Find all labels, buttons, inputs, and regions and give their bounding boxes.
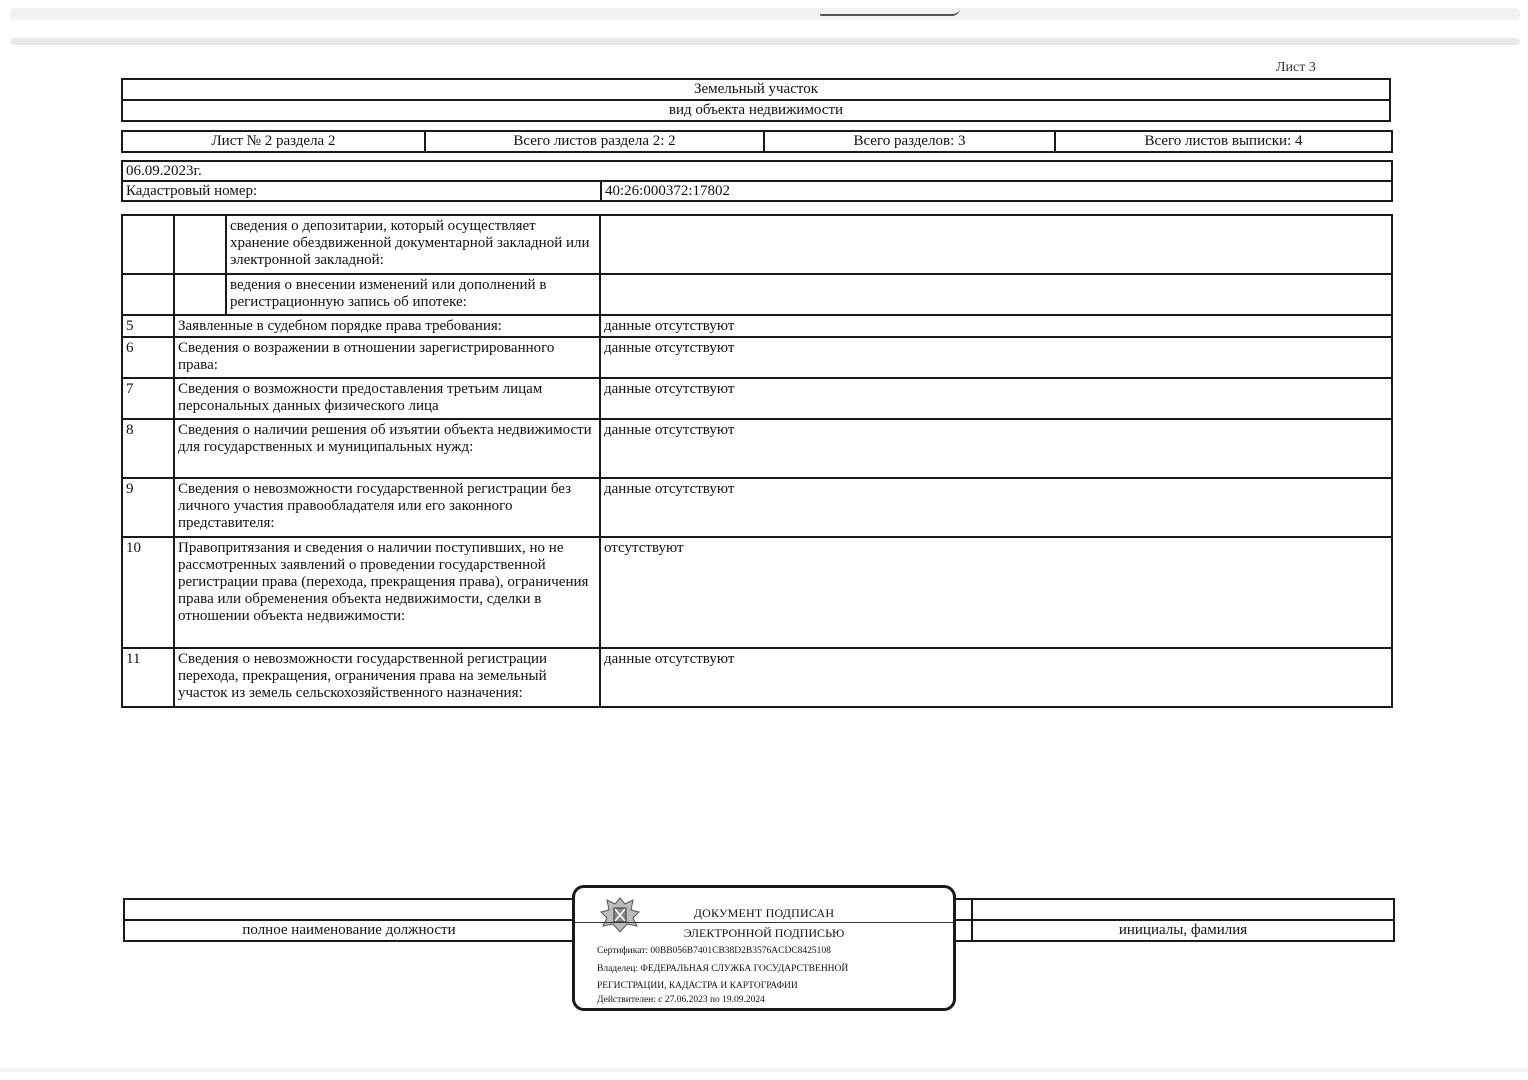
row-number: 5	[122, 315, 174, 337]
row-label: Сведения о наличии решения об изъятии объекта недвижимости для государственных и муниципальных нужд:	[174, 419, 600, 478]
row-label: Сведения о невозможности государственной регистрации без личного участия правообладателя или его законного представителя:	[174, 478, 600, 537]
stamp-validity: Действителен: с 27.06.2023 по 19.09.2024	[597, 995, 765, 1005]
row-value	[600, 215, 1392, 274]
name-cell	[972, 899, 1394, 920]
row-value: данные отсутствуют	[600, 419, 1392, 478]
cadastral-number: 40:26:000372:17802	[601, 181, 1392, 201]
date-cadastral-table	[121, 160, 1393, 202]
stamp-subtitle: ЭЛЕКТРОННОЙ ПОДПИСЬЮ	[683, 926, 845, 940]
row-number	[122, 215, 174, 274]
table-row	[122, 478, 1392, 537]
row-value: данные отсутствуют	[600, 648, 1392, 707]
object-header-table	[121, 78, 1391, 122]
row-value: данные отсутствуют	[600, 478, 1392, 537]
scan-artifact	[820, 8, 960, 16]
row-value: данные отсутствуют	[600, 337, 1392, 378]
electronic-signature-stamp	[572, 885, 956, 1011]
row-value: отсутствуют	[600, 537, 1392, 648]
sheet-number: Лист № 2 раздела 2	[122, 131, 425, 152]
scan-artifact	[0, 1068, 1528, 1072]
stamp-owner-line2: РЕГИСТРАЦИИ, КАДАСТРА И КАРТОГРАФИИ	[597, 981, 798, 991]
sheet-info-table	[121, 130, 1393, 153]
row-number	[122, 274, 174, 315]
row-value	[600, 274, 1392, 315]
row-number: 11	[122, 648, 174, 707]
row-value: данные отсутствуют	[600, 378, 1392, 419]
table-row	[122, 378, 1392, 419]
row-label: Правопритязания и сведения о наличии поступивших, но не рассмотренных заявлений о проведении государственной регистрации права (перехода, прекращения права), ограничения права или обременения объекта недвижимости, сделки в отношении объекта недвижимости:	[174, 537, 600, 648]
stamp-title: ДОКУМЕНТ ПОДПИСАН	[693, 906, 835, 920]
document-date: 06.09.2023г.	[122, 161, 1392, 181]
position-cell	[124, 899, 574, 920]
table-row	[122, 537, 1392, 648]
table-row	[122, 337, 1392, 378]
row-value: данные отсутствуют	[600, 315, 1392, 337]
table-row	[122, 315, 1392, 337]
position-caption: полное наименование должности	[124, 920, 574, 941]
name-caption: инициалы, фамилия	[972, 920, 1394, 941]
row-number: 9	[122, 478, 174, 537]
table-row	[122, 274, 1392, 315]
stamp-owner-line1: Владелец: ФЕДЕРАЛЬНАЯ СЛУЖБА ГОСУДАРСТВЕННОЙ	[597, 964, 849, 974]
row-label: Заявленные в судебном порядке права требования:	[174, 315, 600, 337]
scan-artifact	[10, 38, 1520, 45]
scan-artifact	[10, 8, 1520, 20]
stamp-divider	[575, 922, 953, 923]
encumbrance-table	[121, 214, 1393, 708]
object-type: Земельный участок	[122, 79, 1390, 100]
object-type-caption: вид объекта недвижимости	[122, 100, 1390, 121]
table-row	[122, 648, 1392, 707]
table-row	[122, 215, 1392, 274]
row-number: 8	[122, 419, 174, 478]
row-label: ведения о внесении изменений или дополнений в регистрационную запись об ипотеке:	[226, 274, 600, 315]
sections-count: Всего разделов: 3	[764, 131, 1055, 152]
row-label: Сведения о возможности предоставления третьим лицам персональных данных физического лица	[174, 378, 600, 419]
sub-indent	[174, 215, 226, 274]
cadastral-label: Кадастровый номер:	[122, 181, 601, 201]
row-number: 10	[122, 537, 174, 648]
row-label: Сведения о возражении в отношении зарегистрированного права:	[174, 337, 600, 378]
row-number: 6	[122, 337, 174, 378]
stamp-certificate: Сертификат: 00BB056B7401CB38D2B3576ACDC8425108	[597, 946, 831, 956]
row-label: Сведения о невозможности государственной регистрации перехода, прекращения, ограничения права на земельный участок из земель сельскохозяйственного назначения:	[174, 648, 600, 707]
sheet-mark: Лист 3	[1276, 60, 1316, 75]
row-number: 7	[122, 378, 174, 419]
section-sheets-count: Всего листов раздела 2: 2	[425, 131, 764, 152]
sub-indent	[174, 274, 226, 315]
row-label: сведения о депозитарии, который осуществляет хранение обездвиженной документарной закладной или электронной закладной:	[226, 215, 600, 274]
total-sheets-count: Всего листов выписки: 4	[1055, 131, 1392, 152]
table-row	[122, 419, 1392, 478]
